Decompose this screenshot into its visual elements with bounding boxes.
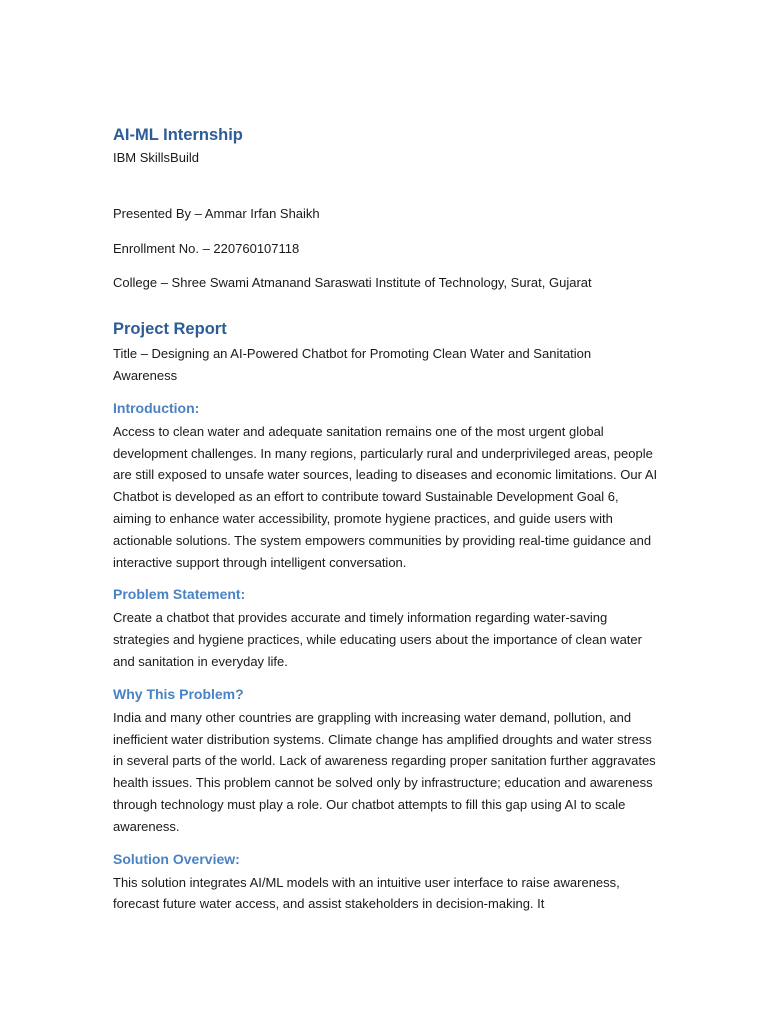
presented-by-line: Presented By – Ammar Irfan Shaikh: [113, 205, 320, 221]
problem-statement-heading: Problem Statement:: [113, 586, 246, 603]
document-subtitle: IBM SkillsBuild: [113, 150, 199, 165]
college-line: College – Shree Swami Atmanand Saraswati Institute of Technology, Surat, Gujarat: [113, 275, 592, 291]
why-this-problem-heading: Why This Problem?: [113, 685, 244, 702]
why-this-problem-body: India and many other countries are grappling with increasing water demand, pollution, and inefficient water distribution systems. Climate change has amplified droughts and water stress in several parts of the world. Lack of awareness regarding proper sanitation further aggravates health issues. This problem cannot be solved only by infrastructure; education and awareness through technology must play a role. Our chatbot attempts to fill this gap using AI to scale awareness.: [113, 709, 656, 834]
enrollment-line: Enrollment No. – 220760107118: [113, 240, 300, 256]
project-report-heading: Project Report: [113, 320, 227, 339]
solution-overview-heading: Solution Overview:: [113, 850, 240, 867]
report-title-line: Title – Designing an AI-Powered Chatbot for Promoting Clean Water and Sanitation Awareness: [113, 346, 592, 383]
document-title: AI-ML Internship: [113, 126, 243, 144]
document-content: [113, 124, 658, 915]
problem-statement-body: Create a chatbot that provides accurate and timely information regarding water-saving strategies and hygiene practices, while educating users about the importance of clean water and sanitation in everyday life.: [113, 610, 642, 669]
solution-overview-body: This solution integrates AI/ML models with an intuitive user interface to raise awareness, forecast future water access, and assist stakeholders in decision-making. It: [113, 874, 620, 912]
introduction-heading: Introduction:: [113, 399, 200, 416]
introduction-body: Access to clean water and adequate sanitation remains one of the most urgent global development challenges. In many regions, particularly rural and underprivileged areas, people are still exposed to unsafe water sources, leading to diseases and economic limitations. Our AI Chatbot is developed as an effort to contribute toward Sustainable Development Goal 6, aiming to enhance water accessibility, promote hygiene practices, and guide users with actionable solutions. The system empowers communities by providing real-time guidance and interactive support through intelligent conversation.: [113, 423, 658, 570]
